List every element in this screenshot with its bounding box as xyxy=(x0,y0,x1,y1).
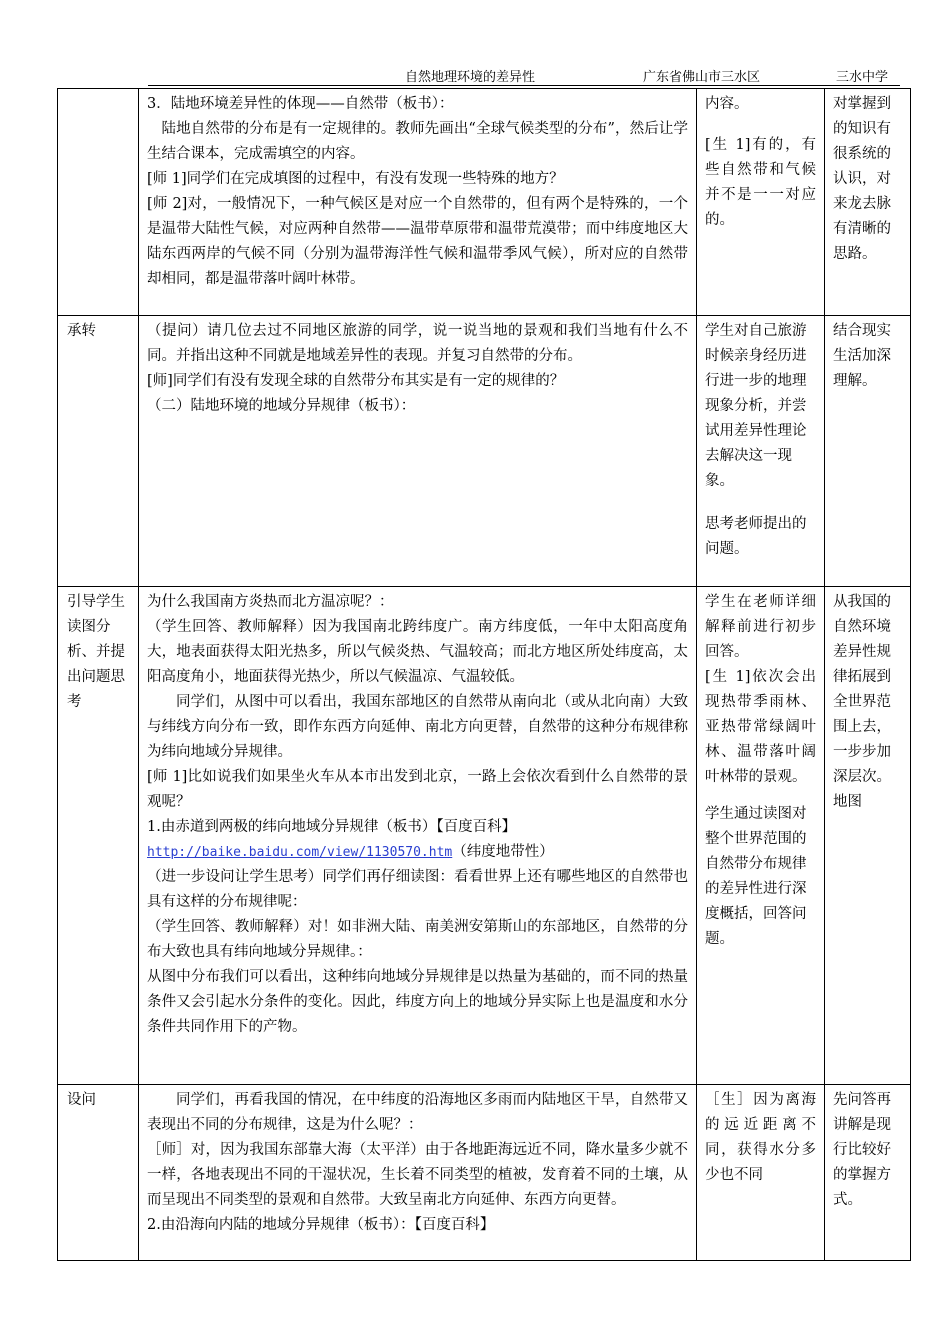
teacher-activity-cell xyxy=(139,1085,697,1261)
paragraph: ［师］对，因为我国东部靠大海（太平洋）由于各地距海远近不同，降水量多少就不一样，各地表现出不同的干湿状况，生长着不同类型的植被，发育着不同的土壤，从而呈现出不同类型的景观和自然带。大致呈南北方向延伸、东西方向更替。 xyxy=(147,1142,688,1208)
paragraph: [师 2]对，一般情况下，一种气候区是对应一个自然带的，但有两个是特殊的，一个是温带大陆性气候，对应两种自然带——温带草原带和温带荒漠带；而中纬度地区大陆东西两岸的气候不同（分别为温带海洋性气候和温带季风气候），所对应的自然带却相同，都是温带落叶阔叶林带。 xyxy=(147,196,688,287)
stage-cell: 承转 xyxy=(58,316,139,587)
paragraph: [生 1]有的，有些自然带和气候并不是一一对应的。 xyxy=(705,137,816,228)
header-rule xyxy=(148,85,900,86)
paragraph: 学生通过读图对整个世界范围的自然带分布规律的差异性进行深度概括，回答问题。 xyxy=(705,806,807,947)
teacher-activity-cell xyxy=(139,316,697,587)
table-row xyxy=(58,89,911,316)
student-activity-cell xyxy=(697,587,825,1085)
paragraph: 思考老师提出的问题。 xyxy=(705,516,807,557)
board-heading: （二）陆地环境的地域分异规律（板书）： xyxy=(147,398,416,414)
header-title: 自然地理环境的差异性 xyxy=(405,70,536,85)
paragraph: 学生对自己旅游时候亲身经历进行进一步的地理现象分析，并尝试用差异性理论去解决这一现象。 xyxy=(705,323,807,489)
design-intent-cell: 结合现实生活加深理解。 xyxy=(825,316,911,587)
paragraph: 内容。 xyxy=(705,96,749,112)
student-activity-cell xyxy=(697,316,825,587)
stage-cell: 引导学生读图分析、并提出问题思考 xyxy=(58,587,139,1085)
paragraph: [师 1]比如说我们如果坐火车从本市出发到北京，一路上会依次看到什么自然带的景观呢？ xyxy=(147,769,688,810)
spacer xyxy=(705,790,816,802)
table-row xyxy=(58,1085,911,1261)
paragraph: 同学们，再看我国的情况，在中纬度的沿海地区多雨而内陆地区干旱，自然带又表现出不同的分布规律，这是为什么呢？： xyxy=(147,1092,688,1133)
paragraph: （学生回答、教师解释）因为我国南北跨纬度广。南方纬度低，一年中太阳高度角大，地表面获得太阳光热多，所以气候炎热、气温较高；而北方地区所处纬度高，太阳高度角小，地面获得光热少，所以气候温凉、气温较低。 xyxy=(147,619,688,685)
paragraph: 学生在老师详细解释前进行初步回答。 xyxy=(705,594,816,660)
paragraph: 同学们，从图中可以看出，我国东部地区的自然带从南向北（或从北向南）大致与纬线方向分布一致，即作东西方向延伸、南北方向更替，自然带的这种分布规律称为纬向地域分异规律。 xyxy=(147,694,688,760)
paragraph: 为什么我国南方炎热而北方温凉呢？： xyxy=(147,594,394,610)
paragraph: [师 1]同学们在完成填图的过程中，有没有发现一些特殊的地方？ xyxy=(147,171,564,187)
link-note: （纬度地带性） xyxy=(452,844,554,860)
stage-cell xyxy=(58,89,139,316)
header-region: 广东省佛山市三水区 xyxy=(643,70,761,85)
paragraph: [师]同学们有没有发现全球的自然带分布其实是有一定的规律的？ xyxy=(147,373,565,389)
header-school: 三水中学 xyxy=(836,70,889,85)
paragraph: （提问）请几位去过不同地区旅游的同学，说一说当地的景观和我们当地有什么不同。并指出这种不同就是地域差异性的表现。并复习自然带的分布。 xyxy=(147,323,688,364)
baidu-baike-link[interactable]: http://baike.baidu.com/view/1130570.htm xyxy=(147,845,453,860)
spacer xyxy=(705,494,816,512)
teacher-activity-cell xyxy=(139,587,697,1085)
design-intent-cell: 对掌握到的知识有很系统的认识，对来龙去脉有清晰的思路。 xyxy=(825,89,911,316)
stage-cell: 设问 xyxy=(58,1085,139,1261)
table-row xyxy=(58,587,911,1085)
paragraph xyxy=(147,840,688,865)
table-row xyxy=(58,316,911,587)
paragraph: 从图中分布我们可以看出，这种纬向地域分异规律是以热量为基础的，而不同的热量条件又会引起水分条件的变化。因此，纬度方向上的地域分异实际上也是温度和水分条件共同作用下的产物。 xyxy=(147,969,688,1035)
paragraph: （学生回答、教师解释）对！如非洲大陆、南美洲安第斯山的东部地区，自然带的分布大致也具有纬向地域分异规律。： xyxy=(147,919,688,960)
board-heading: 3．陆地环境差异性的体现——自然带（板书）： xyxy=(147,96,454,112)
teacher-activity-cell xyxy=(139,89,697,316)
design-intent-cell: 先问答再讲解是现行比较好的掌握方式。 xyxy=(825,1085,911,1261)
lesson-plan-table xyxy=(57,88,911,1261)
board-heading: 2.由沿海向内陆的地域分异规律（板书）：【百度百科】 xyxy=(147,1217,495,1233)
paragraph: （进一步设问让学生思考）同学们再仔细读图：看看世界上还有哪些地区的自然带也具有这样的分布规律呢： xyxy=(147,869,688,910)
paragraph: [生 1]依次会出现热带季雨林、亚热带常绿阔叶林、温带落叶阔叶林带的景观。 xyxy=(705,669,816,785)
board-heading: 1.由赤道到两极的纬向地域分异规律（板书）【百度百科】 xyxy=(147,819,517,835)
paragraph: 陆地自然带的分布是有一定规律的。教师先画出“全球气候类型的分布”，然后让学生结合课本，完成需填空的内容。 xyxy=(147,121,688,162)
student-activity-cell xyxy=(697,89,825,316)
spacer xyxy=(705,117,816,133)
student-activity-cell: ［生］因为离海的远近距离不同，获得水分多少也不同 xyxy=(697,1085,825,1261)
design-intent-cell: 从我国的自然环境差异性规律拓展到全世界范围上去，一步步加深层次。地图 xyxy=(825,587,911,1085)
